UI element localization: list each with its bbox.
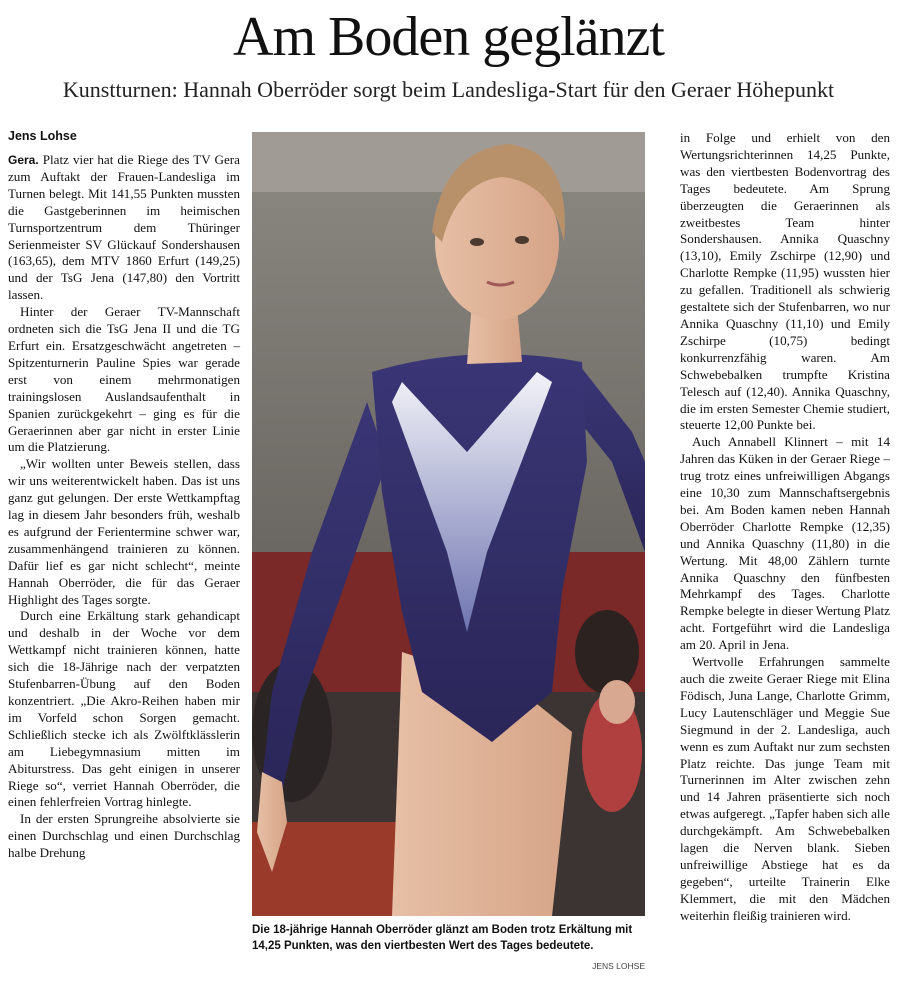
- photo-caption: Die 18-jährige Hannah Oberröder glänzt am Boden trotz Erkältung mit 14,25 Punkten, was den viertbesten Wert des Tages bedeutete.: [252, 924, 633, 952]
- article-paragraph: „Wir wollten unter Beweis stellen, dass wir uns weiterentwickelt haben. Das ist uns ganz gut gelungen. Der erste Wettkampftag lag in diesem Jahr besonders früh, weshalb es aufgrund der Ferientermine schwer war, zusammenhängend trainieren zu können. Dafür lief es gar nicht schlecht“, meinte Hannah Oberröder, die für das Geraer Highlight des Tages sorgte.: [8, 456, 240, 607]
- article-paragraph: Durch eine Erkältung stark gehandicapt und deshalb in der Woche vor dem Wettkampf nicht trainieren können, hatte sich die 18-Jährige nach der verpatzten Stufenbarren-Übung auf den Boden konzentriert. „Die Akro-Reihen haben mir im Vorfeld schon Sorgen gemacht. Schließlich stecke ich als Zwölftklässlerin am Liebegymnasium mitten im Abiturstress. Das geht einigen in unserer Riege so“, verriet Hannah Oberröder, die einen fehlerfreien Vortrag hinlegte.: [8, 608, 240, 810]
- article-paragraph: In der ersten Sprungreihe absolvierte sie einen Durchschlag und einen Durchschlag halbe Drehung: [8, 811, 240, 861]
- dateline: Gera.: [8, 153, 39, 167]
- gymnast-photo: [252, 132, 645, 916]
- gymnast-illustration: [252, 132, 645, 916]
- photo-credit: JENS LOHSE: [592, 961, 645, 971]
- article-column-left: [8, 128, 240, 862]
- article-paragraph: Auch Annabell Klinnert – mit 14 Jahren das Küken in der Geraer Riege – trug trotz eines unfreiwilligen Abgangs eine 10,30 zum Mannschaftsergebnis bei. Am Boden kamen neben Hannah Oberröder Charlotte Rempke (12,35) und Annika Quaschny (11,80) in die Wertung. Mit 48,00 Zählern turnte Annika Quaschny den fünfbesten Mehrkampf des Tages. Charlotte Rempke belegte in dieser Wertung Platz acht. Fortgeführt wird die Landesliga am 20. April in Jena.: [680, 434, 890, 653]
- article-paragraph: Hinter der Geraer TV-Mannschaft ordneten sich die TsG Jena II und die TG Erfurt ein. Ersatzgeschwächt angetreten – Spitzenturnerin Pauline Spies war gerade erst von einem mehrmonatigen trainingslosen Auslandsaufenthalt in Spanien zurückgekehrt – ging es für die Geraerinnen aber gar nicht in erster Linie um die Platzierung.: [8, 304, 240, 455]
- subheadline: Kunstturnen: Hannah Oberröder sorgt beim Landesliga-Start für den Geraer Höhepunkt: [62, 77, 835, 102]
- author-byline: Jens Lohse: [8, 129, 77, 143]
- article-column-right: [680, 130, 890, 925]
- paragraph-text: Platz vier hat die Riege des TV Gera zum Auftakt der Frauen-Landesliga im Turnen belegt. Mit 141,55 Punkten mussten die Gastgeberinnen im heimischen Turnsportzentrum dem Thüringer Serienmeister SV Glückauf Sondershausen (163,65), dem MTV 1860 Erfurt (149,25) und der TsG Jena (147,80) den Vortritt lassen.: [8, 152, 240, 303]
- headline: Am Boden geglänzt: [233, 6, 664, 68]
- article-paragraph: Wertvolle Erfahrungen sammelte auch die zweite Geraer Riege mit Elina Födisch, Juna Lange, Charlotte Grimm, Lucy Lautenschläger und Meggie Sue Siegmund in der 2. Landesliga, auch wenn es zum Auftakt nur zum sechsten Platz reichte. Das junge Team mit Turnerinnen im Alter zwischen zehn und 14 Jahren präsentierte sich noch etwas aufgeregt. „Tapfer haben sich alle durchgekämpft. Am Schwebebalken lagen die Nerven blank. Sieben unfreiwillige Abstiege hat es da gegeben“, urteilte Trainerin Elke Klemmert, die mit den Mädchen weiterhin fleißig trainieren wird.: [680, 654, 890, 923]
- article-paragraph: [8, 152, 240, 304]
- article-paragraph: in Folge und erhielt von den Wertungsrichterinnen 14,25 Punkte, was den viertbesten Bodenvortrag des Tages bedeutete. Am Sprung überzeugten die Geraerinnen als zweitbestes Team hinter Sondershausen. Annika Quaschny (13,10), Emily Zschirpe (12,90) und Charlotte Rempke (11,95) wussten hier zu gefallen. Traditionell als schwierig gestaltete sich der Stufenbarren, wo nur Annika Quaschny (11,10) und Emily Zschirpe (10,75) bedingt konkurrenzfähig waren. Am Schwebebalken trumpfte Kristina Telesch auf (12,40). Annika Quaschny, die im ersten Semester Chemie studiert, steuerte 12,00 Punkte bei.: [680, 130, 890, 433]
